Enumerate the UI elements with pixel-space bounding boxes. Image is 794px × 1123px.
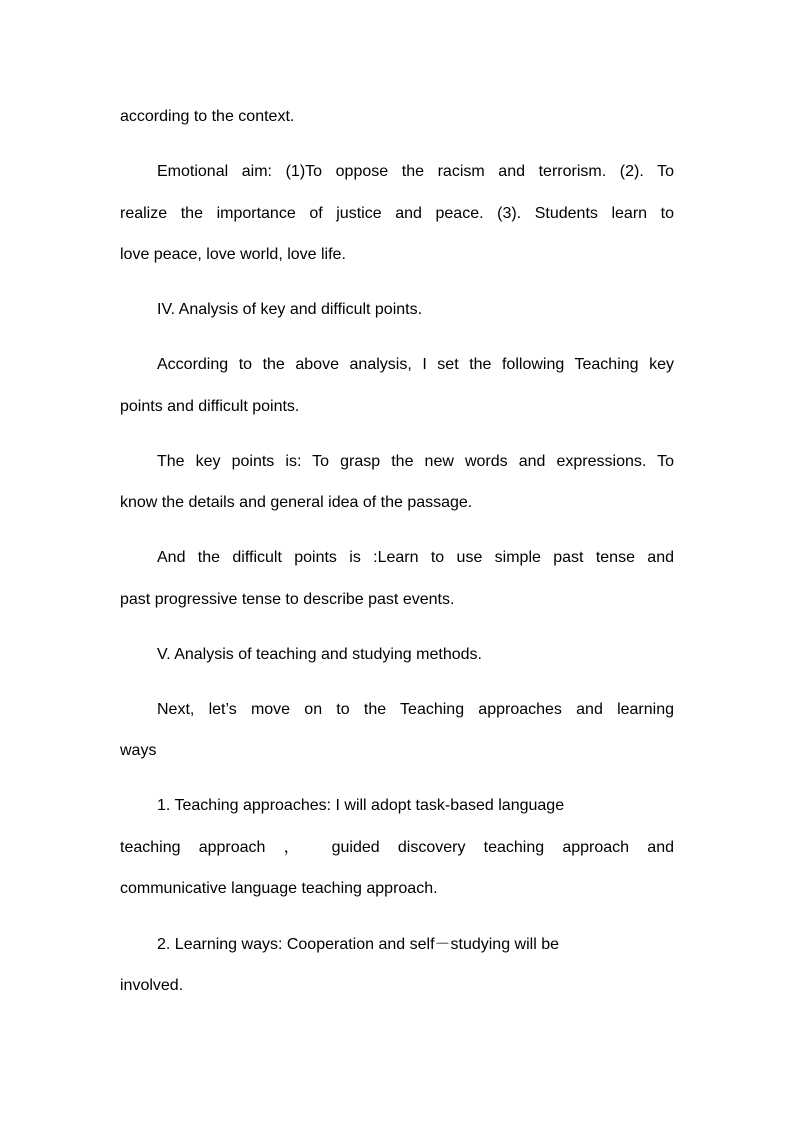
- text-line: communicative language teaching approach.: [120, 880, 438, 897]
- text-line: ways: [120, 742, 157, 759]
- text-line: according to the context.: [120, 108, 295, 125]
- text-line: past progressive tense to describe past events.: [120, 591, 455, 608]
- text-line: teaching approach ， guided discovery teaching approach and: [120, 839, 674, 856]
- text-line: 1. Teaching approaches: I will adopt task-based language: [157, 797, 565, 814]
- text-line: 2. Learning ways: Cooperation and self－studying will be: [157, 936, 560, 953]
- text-line: know the details and general idea of the passage.: [120, 494, 473, 511]
- text-line: The key points is: To grasp the new words and expressions. To: [157, 453, 674, 470]
- text-line: Emotional aim: (1)To oppose the racism and terrorism. (2). To: [157, 163, 674, 180]
- text-line: points and difficult points.: [120, 398, 300, 415]
- text-line: Next, let’s move on to the Teaching approaches and learning: [157, 701, 674, 718]
- text-line: And the difficult points is :Learn to use simple past tense and: [157, 549, 674, 566]
- section-heading: V. Analysis of teaching and studying methods.: [157, 646, 482, 663]
- text-line: involved.: [120, 977, 184, 994]
- text-line: love peace, love world, love life.: [120, 246, 346, 263]
- text-line: According to the above analysis, I set the following Teaching key: [157, 356, 674, 373]
- text-line: realize the importance of justice and peace. (3). Students learn to: [120, 205, 674, 222]
- section-heading: IV. Analysis of key and difficult points.: [157, 301, 423, 318]
